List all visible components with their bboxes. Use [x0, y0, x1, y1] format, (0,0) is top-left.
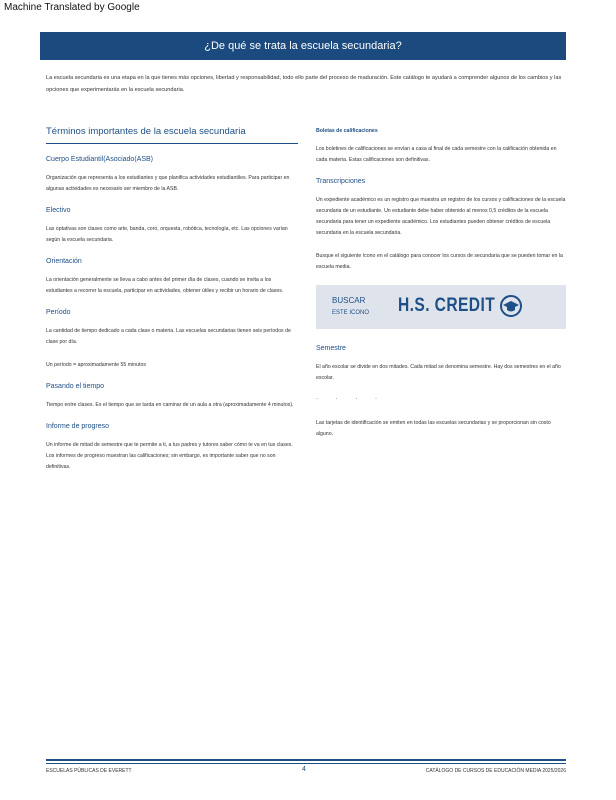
term-title-semestre: Semestre: [316, 345, 346, 352]
page-banner: ¿De qué se trata la escuela secundaria?: [40, 32, 566, 60]
term-body-electivo: Las optativas son clases como arte, banda, coro, orquesta, robótica, tecnología, etc. Las opciones varían según la escuela secundaria.: [46, 226, 288, 243]
term-body-periodo-duration: Un período = aproximadamente 55 minutos: [46, 362, 146, 368]
graduation-cap-icon: [500, 295, 522, 317]
hs-credit-logo-text: H.S. CREDIT: [398, 295, 496, 316]
term-body-pasando: Tiempo entre clases. Es el tiempo que se tarda en caminar de un aula a otra (aproximadamente 4 minutos).: [46, 402, 294, 408]
term-title-orientacion: Orientación: [46, 258, 82, 265]
term-body-transcripciones-icon-note: Busque el siguiente ícono en el catálogo para conocer los cursos de secundaria que se pueden tomar en la escuela media.: [316, 253, 563, 270]
term-title-informe: Informe de progreso: [46, 423, 110, 430]
term-body-asb: Organización que representa a los estudiantes y que planifica actividades estudiantiles. Para participar en algunas actividades es necesario ser miembro de la ASB.: [46, 175, 290, 192]
buscar-text: BUSCAR: [332, 296, 366, 305]
term-body-informe: Un informe de mitad de semestre que te permite a ti, a tus padres y tutores saber cómo te va en tus clases. Los informes de progreso muestran las calificaciones; sin embargo, es importante saber que no son definitivas.: [46, 442, 293, 470]
term-body-periodo: La cantidad de tiempo dedicado a cada clase o materia. Las escuelas secundarias tienen seis períodos de clase por día.: [46, 328, 291, 345]
intro-paragraph: La escuela secundaria es una etapa en la que tienes más opciones, libertad y responsabilidad, todo ello parte del proceso de maduración. Este catálogo te ayudará a comprender algunos de los cambios y las opciones que experimentarás en la escuela secundaria.: [46, 75, 562, 93]
term-title-asb: Cuerpo Estudiantil(Asociado(ASB): [46, 156, 153, 163]
missing-heading-dots: · · · ·: [316, 396, 385, 402]
term-body-transcripciones: Un expediente académico es un registro que muestra un registro de los cursos y calificaciones de la escuela secundaria de un estudiante. Un estudiante debe haber obtenido al menos 0,5 créditos de la escuela secundaria para tener un expediente académico. Los estudiantes pueden obtener créditos de escuela secundaria en la escuela secundaria.: [316, 197, 566, 236]
machine-translated-note: Machine Translated by Google: [4, 2, 140, 13]
hs-credit-box: [316, 285, 566, 329]
term-title-pasando: Pasando el tiempo: [46, 383, 104, 390]
buscar-label: [332, 295, 369, 319]
term-body-orientacion: La orientación generalmente se lleva a cabo antes del primer día de clases, cuando se invita a los estudiantes a recorrer la escuela, participar en actividades, obtener útiles y recibir un horario de clases.: [46, 277, 284, 294]
term-body-semestre: El año escolar se divide en dos mitades. Cada mitad se denomina semestre. Hay dos semestres en el año escolar.: [316, 364, 561, 381]
right-column: [316, 126, 568, 452]
term-title-boletas: Boletas de calificaciones: [316, 128, 378, 134]
section-title: Términos importantes de la escuela secundaria: [46, 126, 298, 144]
footer-school-name: ESCUELAS PÚBLICAS DE EVERETT: [46, 768, 132, 774]
term-body-boletas: Los boletines de calificaciones se envían a casa al final de cada semestre con la calificación obtenida en cada materia. Estas calificaciones son definitivas.: [316, 146, 557, 163]
left-column: [46, 126, 298, 485]
footer-catalog-title: CATÁLOGO DE CURSOS DE EDUCACIÓN MEDIA 2025/2026: [425, 768, 566, 774]
term-title-transcripciones: Transcripciones: [316, 178, 366, 185]
term-title-periodo: Período: [46, 309, 71, 316]
este-icono-text: ESTE ICONO: [332, 310, 370, 316]
term-body-ids: Las tarjetas de identificación se emiten en todas las escuelas secundarias y se proporcionan sin costo alguno.: [316, 420, 551, 437]
footer-rule-thin: [46, 763, 566, 764]
term-title-electivo: Electivo: [46, 207, 71, 214]
footer-rule-thick: [46, 759, 566, 761]
page-number: 4: [302, 766, 306, 773]
